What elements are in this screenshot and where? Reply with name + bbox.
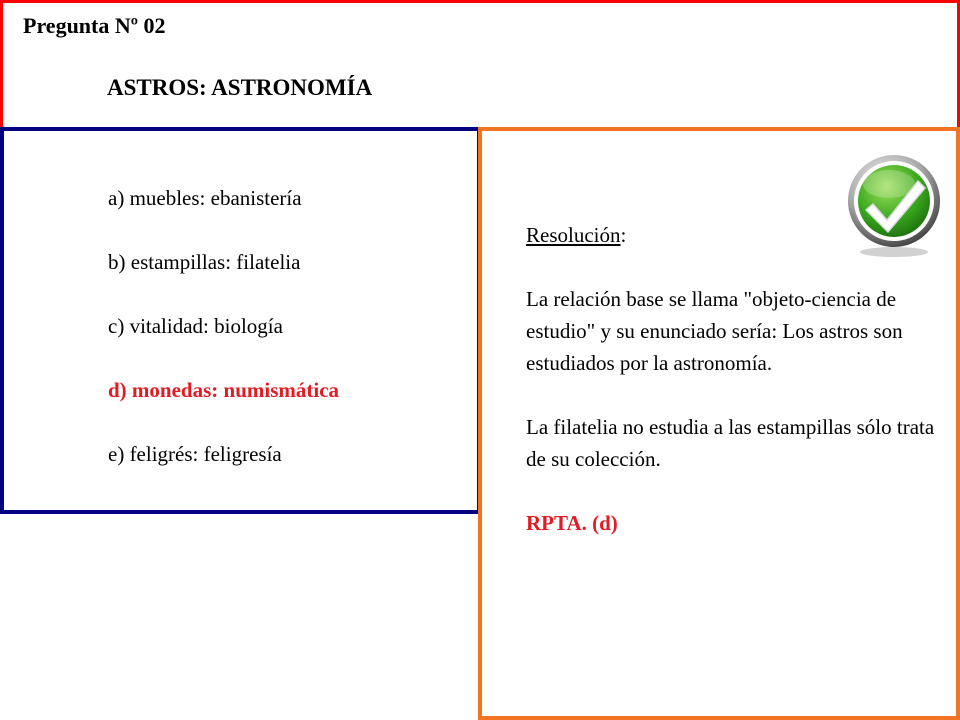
option-a[interactable]: a) muebles: ebanistería [108, 186, 302, 210]
check-mark-icon [845, 148, 943, 258]
answer-label: RPTA. (d) [526, 511, 618, 535]
option-d-correct[interactable]: d) monedas: numismática [108, 378, 340, 402]
question-title: ASTROS: ASTRONOMÍA [107, 75, 373, 100]
options-panel [0, 127, 481, 514]
question-number: Pregunta Nº 02 [23, 13, 166, 38]
option-c[interactable]: c) vitalidad: biología [108, 314, 283, 338]
resolution-heading-colon: : [620, 223, 627, 247]
resolution-paragraph-2: La filatelia no estudia a las estampillas sólo trata de su colección. [526, 415, 935, 471]
resolution-text [526, 219, 946, 539]
resolution-heading: Resolución [526, 223, 621, 247]
question-header [0, 0, 960, 130]
option-e[interactable]: e) feligrés: feligresía [108, 442, 282, 466]
option-b[interactable]: b) estampillas: filatelia [108, 250, 301, 274]
resolution-paragraph-1: La relación base se llama "objeto-ciencia de estudio" y su enunciado sería: Los astros son estudiados por la astronomía. [526, 287, 903, 375]
